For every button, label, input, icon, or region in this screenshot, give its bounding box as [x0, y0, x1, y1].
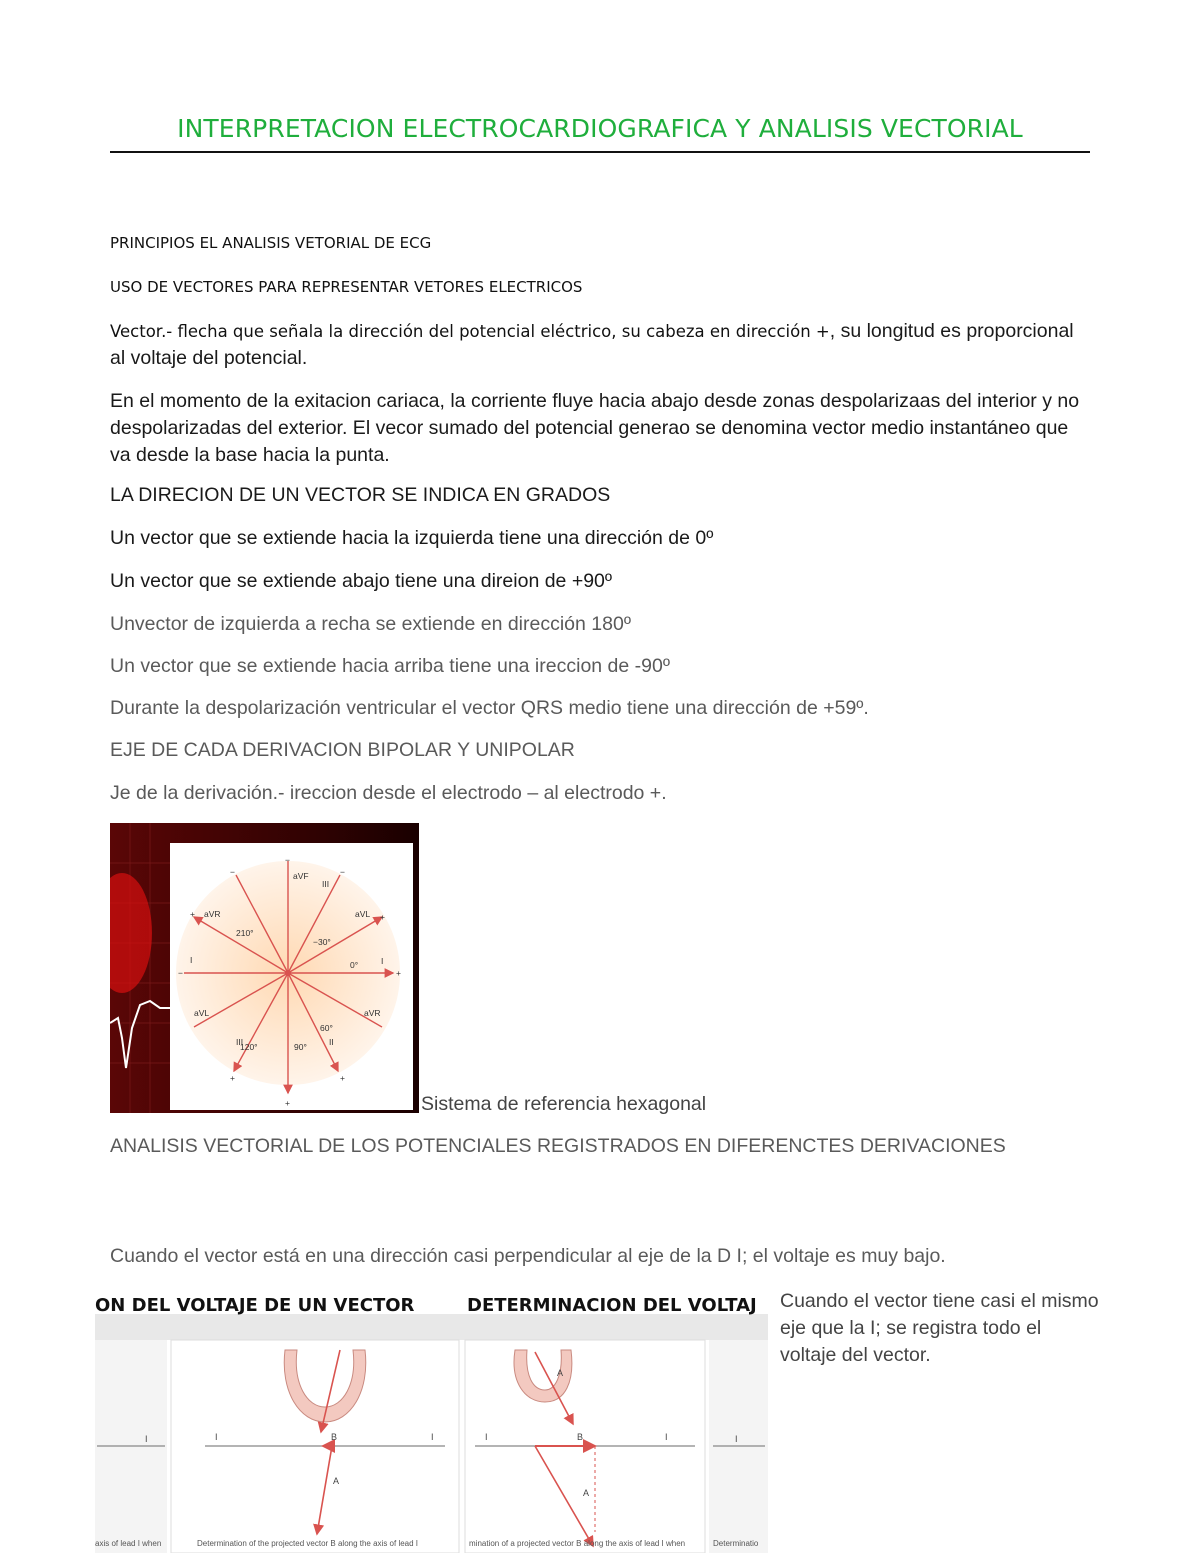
right-a-label-top: A: [557, 1368, 564, 1378]
far-left-lead-label: I: [145, 1434, 148, 1444]
heading-analisis-vectorial: ANALISIS VECTORIAL DE LOS POTENCIALES REGISTRADOS EN DIFERENCTES DERIVACIONES: [110, 1135, 1006, 1157]
line-perpendicular: Cuando el vector está en una dirección casi perpendicular al eje de la D I; el voltaje es muy bajo.: [110, 1245, 946, 1267]
right-b-label: B: [577, 1432, 584, 1442]
label-plus-avl: +: [380, 912, 385, 922]
label-ii-bottom: II: [329, 1037, 334, 1047]
left-b-label: B: [331, 1432, 338, 1442]
label-plus-bottom: +: [285, 1098, 290, 1108]
left-a-label: A: [333, 1476, 340, 1486]
far-right-lead-label: I: [735, 1434, 738, 1444]
line-qrs-59: Durante la despolarización ventricular el vector QRS medio tiene una dirección de +59º.: [110, 697, 869, 719]
line-direcion-grados: LA DIRECION DE UN VECTOR SE INDICA EN GRADOS: [110, 484, 611, 506]
line-vector-minus90: Un vector que se extiende hacia arriba tiene una ireccion de -90º: [110, 655, 670, 677]
line-vector-90: Un vector que se extiende abajo tiene una direion de +90º: [110, 570, 613, 592]
label-120deg: 120°: [240, 1042, 258, 1052]
right-lead-label-plus: I: [665, 1432, 668, 1442]
label-avf: aVF: [293, 871, 309, 881]
label-i-right: I: [381, 956, 384, 966]
vector-projection-figure: [95, 1292, 768, 1553]
figure-header-right: DETERMINACION DEL VOLTAJ: [467, 1295, 757, 1316]
figure-header-left: ON DEL VOLTAJE DE UN VECTOR: [95, 1295, 415, 1316]
label-avl-bottom: aVL: [194, 1008, 210, 1018]
caption-hexaxial: Sistema de referencia hexagonal: [421, 1093, 707, 1115]
caption-far-right: Determinatio: [713, 1539, 759, 1548]
vector-definition-lead: Vector.- flecha que señala la dirección del potencial eléctrico, su cabeza en dirección +: [110, 322, 830, 341]
label-avr-top: aVR: [204, 909, 221, 919]
label-plus-right: +: [396, 968, 401, 978]
label-iii-top: III: [322, 879, 330, 889]
line-vector-0: Un vector que se extiende hacia la izquierda tiene una dirección de 0º: [110, 527, 714, 549]
hexaxial-reference-figure: [110, 823, 419, 1113]
caption-right: mination of a projected vector B along the axis of lead I when: [469, 1539, 686, 1548]
label-60deg: 60°: [320, 1023, 333, 1033]
page-title: INTERPRETACION ELECTROCARDIOGRAFICA Y ANALISIS VECTORIAL: [177, 114, 1023, 143]
vector-definition: [110, 318, 1085, 372]
label-avl-top: aVL: [355, 909, 371, 919]
side-text-full-voltage: Cuando el vector tiene casi el mismo eje que la I; se registra todo el voltaje del vector.: [780, 1290, 1099, 1366]
right-lead-label-minus: I: [485, 1432, 488, 1442]
label-iii-bottom: III: [236, 1037, 244, 1047]
label-210: 210°: [236, 928, 254, 938]
heading-principios: PRINCIPIOS EL ANALISIS VETORIAL DE ECG: [110, 234, 432, 252]
label-plus-ii: +: [340, 1073, 345, 1083]
label-minus-top: −: [285, 855, 290, 865]
right-a-label: A: [583, 1488, 590, 1498]
hexaxial-center: [285, 970, 291, 976]
caption-left: Determination of the projected vector B along the axis of lead I: [197, 1539, 419, 1548]
label-90deg: 90°: [294, 1042, 307, 1052]
figure-header-band: [95, 1314, 768, 1340]
caption-far-left: axis of lead I when: [95, 1539, 162, 1548]
paragraph-exitacion: En el momento de la exitacion cariaca, la corriente fluye hacia abajo desde zonas despolarizaas del interior y no despolarizadas del exterior. El vecor sumado del potencial generao se denomina vector medio instantáneo que va desde la base hacia la punta.: [110, 390, 1080, 466]
label-avr-bottom: aVR: [364, 1008, 381, 1018]
label-minus-left: −: [178, 968, 183, 978]
left-lead-label-plus: I: [431, 1432, 434, 1442]
vector-definition-rest: , su longitud es proporcional al voltaje del potencial.: [110, 320, 1074, 369]
heading-eje-derivacion: EJE DE CADA DERIVACION BIPOLAR Y UNIPOLAR: [110, 739, 575, 761]
line-eje-definicion: Je de la derivación.- ireccion desde el electrodo – al electrodo +.: [110, 782, 667, 804]
label-minus-iii: −: [340, 867, 345, 877]
label-0deg: 0°: [350, 960, 359, 970]
label-minus-ii: −: [230, 867, 235, 877]
label-i-left: I: [190, 955, 193, 965]
label-plus-iii: +: [230, 1073, 235, 1083]
title-underline: [110, 151, 1090, 153]
label-plus-avr: +: [190, 909, 195, 919]
line-vector-180: Unvector de izquierda a recha se extiende en dirección 180º: [110, 613, 631, 635]
heading-uso-vectores: USO DE VECTORES PARA REPRESENTAR VETORES ELECTRICOS: [110, 278, 583, 296]
label-minus30: −30°: [313, 937, 331, 947]
left-lead-label-minus: I: [215, 1432, 218, 1442]
